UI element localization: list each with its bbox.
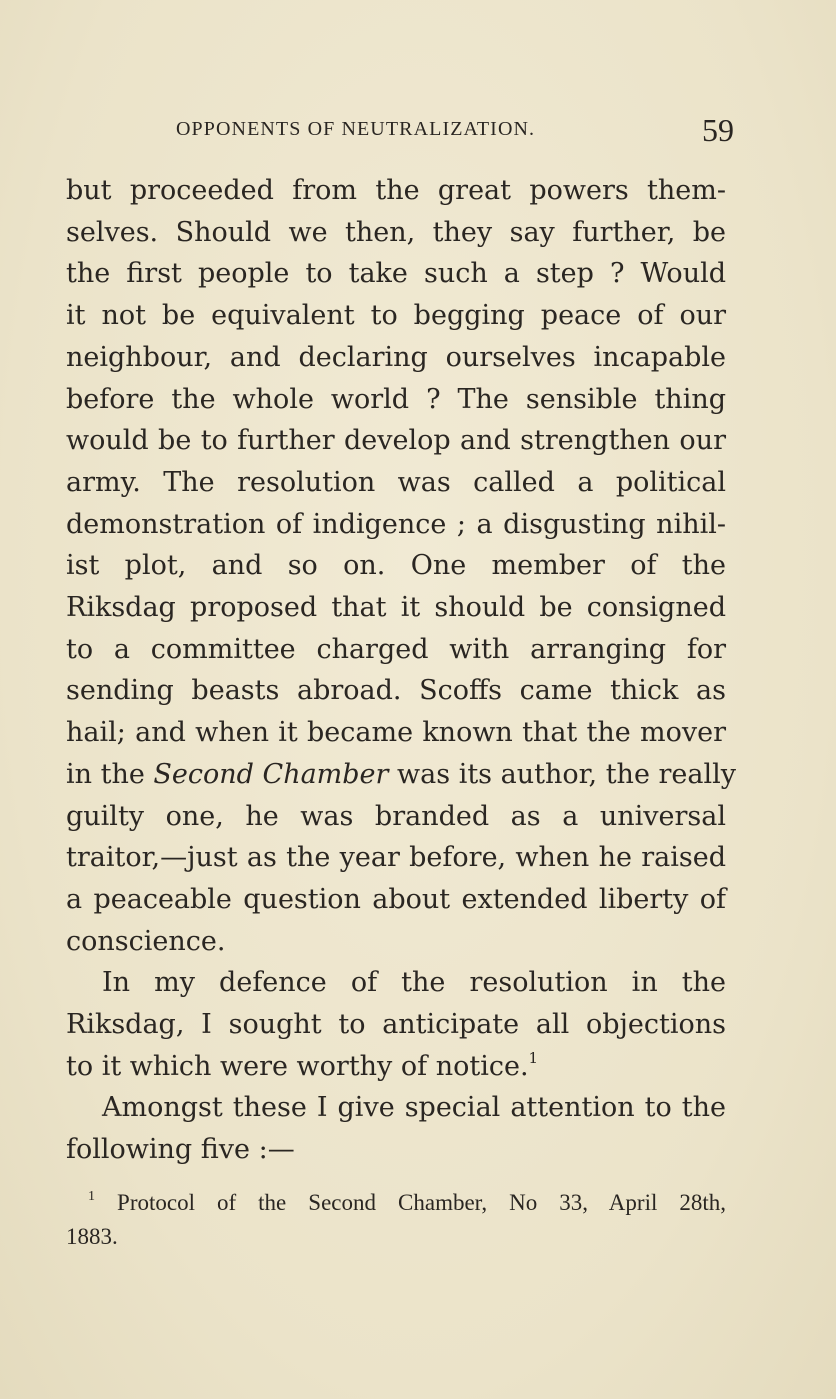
text-line: army. The resolution was called a political: [66, 466, 726, 498]
text-line: [66, 754, 737, 796]
text-line: guilty one, he was branded as a universal: [66, 800, 726, 832]
text-line: In my defence of the resolution in the: [102, 967, 726, 999]
italic-phrase: Second Chamber: [153, 758, 389, 790]
footnote-marker: 1: [88, 1189, 95, 1204]
text-line: selves. Should we then, they say further, be: [66, 216, 726, 248]
text-line: before the whole world ? The sensible thing: [66, 383, 726, 415]
body-text: [66, 170, 737, 1171]
text-fragment: in the: [66, 758, 145, 790]
text-line: demonstration of indigence ; a disgusting nihil-: [66, 508, 726, 540]
footnote-text: Protocol of the Second Chamber, No 33, April 28th,: [117, 1190, 727, 1215]
text-line: [66, 1046, 726, 1088]
text-line: the first people to take such a step ? Would: [66, 258, 726, 290]
footnote-line: 1883.: [66, 1224, 118, 1249]
footnote-line: [66, 1186, 726, 1220]
text-line: it not be equivalent to begging peace of our: [66, 300, 726, 332]
page-header: [176, 112, 736, 152]
text-line: Riksdag, I sought to anticipate all objections: [66, 1009, 726, 1041]
text-line: would be to further develop and strengthen our: [66, 425, 726, 457]
text-line: a peaceable question about extended liberty of: [66, 883, 726, 915]
page-number: 59: [702, 112, 734, 148]
text-line: hail; and when it became known that the mover: [66, 717, 726, 749]
text-line: ist plot, and so on. One member of the: [66, 550, 726, 582]
text-fragment: was its author, the really: [397, 758, 737, 790]
text-fragment: to it which were worthy of notice.: [66, 1050, 529, 1082]
text-line: traitor,—just as the year before, when he raised: [66, 842, 726, 874]
text-line: Amongst these I give special attention to the: [102, 1092, 726, 1124]
text-line: neighbour, and declaring ourselves incapable: [66, 341, 726, 373]
text-line: conscience.: [66, 925, 226, 957]
footnote-reference: 1: [528, 1048, 539, 1067]
text-line: Riksdag proposed that it should be consigned: [66, 592, 726, 624]
text-line: but proceeded from the great powers them-: [66, 175, 726, 206]
running-head: OPPONENTS OF NEUTRALIZATION.: [176, 118, 536, 140]
text-line: following five :—: [66, 1134, 295, 1166]
text-line: sending beasts abroad. Scoffs came thick as: [66, 675, 726, 707]
text-line: to a committee charged with arranging for: [66, 633, 726, 665]
footnote: [66, 1186, 726, 1254]
